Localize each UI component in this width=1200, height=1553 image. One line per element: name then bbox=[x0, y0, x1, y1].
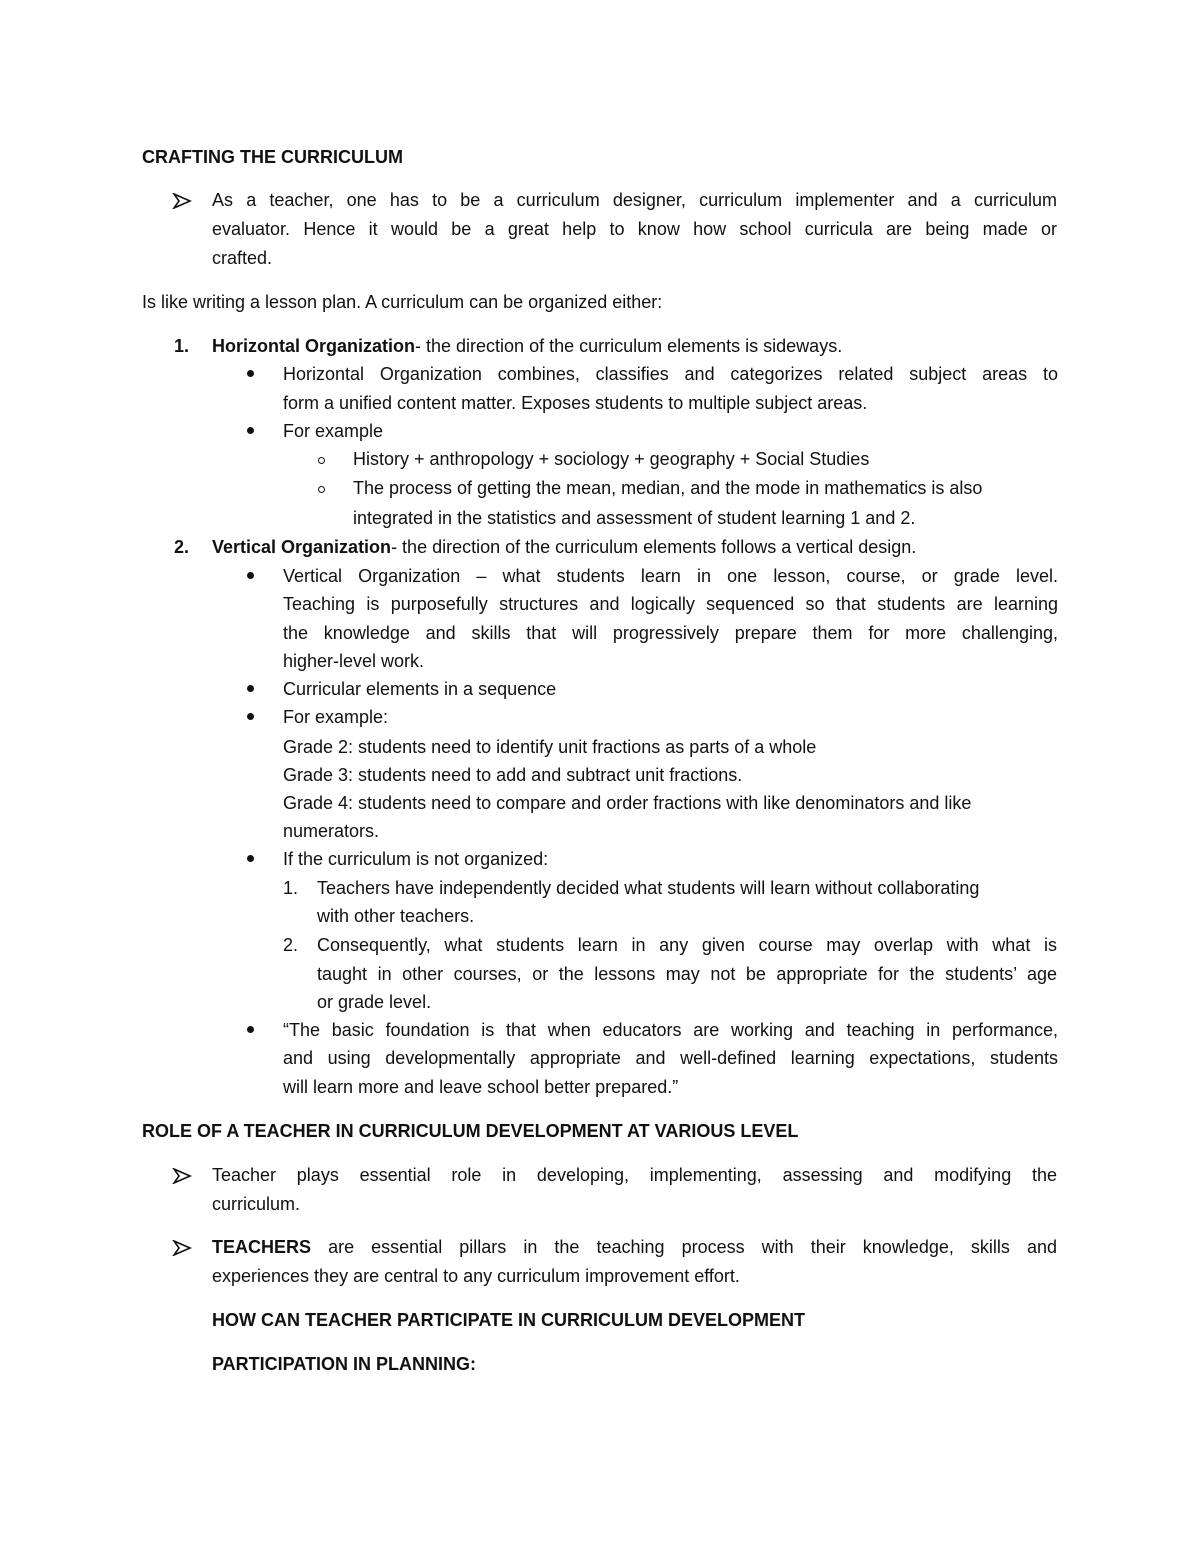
bullet-dot-icon bbox=[247, 427, 254, 434]
grade-3-line: Grade 3: students need to add and subtract unit fractions. bbox=[283, 765, 743, 785]
arrow-bullet-icon bbox=[172, 193, 192, 209]
nested-item2-line-3: or grade level. bbox=[317, 992, 432, 1012]
item2-heading bbox=[212, 538, 916, 556]
list-number-1: 1. bbox=[174, 336, 190, 356]
grade-2-line: Grade 2: students need to identify unit fractions as parts of a whole bbox=[283, 737, 817, 757]
role-bullet1-line-2: curriculum. bbox=[212, 1194, 301, 1214]
arrow-bullet-icon bbox=[172, 1168, 192, 1184]
item1-bullet2: For example bbox=[283, 421, 384, 441]
item1-sub1: History + anthropology + sociology + geography + Social Studies bbox=[353, 449, 870, 469]
intro-bullet-line-3: crafted. bbox=[212, 248, 273, 268]
intro-bullet-line-1: As a teacher, one has to be a curriculum designer, curriculum implementer and a curriculum bbox=[212, 190, 1057, 210]
quote-line-2: and using developmentally appropriate and well-defined learning expectations, students bbox=[283, 1048, 1058, 1068]
section-heading-role: ROLE OF A TEACHER IN CURRICULUM DEVELOPMENT AT VARIOUS LEVEL bbox=[142, 1121, 799, 1141]
grade-4-line-1: Grade 4: students need to compare and order fractions with like denominators and like bbox=[283, 793, 972, 813]
bullet-dot-icon bbox=[247, 685, 254, 692]
sub-bullet-circle-icon bbox=[318, 457, 325, 464]
bullet-dot-icon bbox=[247, 1026, 254, 1033]
role-bullet2-text: are essential pillars in the teaching process with their knowledge, skills and bbox=[311, 1237, 1057, 1257]
bullet-dot-icon bbox=[247, 572, 254, 579]
bullet-dot-icon bbox=[247, 855, 254, 862]
section-heading-crafting: CRAFTING THE CURRICULUM bbox=[142, 147, 403, 167]
subheading-planning: PARTICIPATION IN PLANNING: bbox=[212, 1354, 476, 1374]
quote-line-3: will learn more and leave school better prepared.” bbox=[283, 1077, 679, 1097]
item1-bullet1-line-1: Horizontal Organization combines, classifies and categorizes related subject areas to bbox=[283, 364, 1058, 384]
item2-bullet2: Curricular elements in a sequence bbox=[283, 679, 557, 699]
item2-title: Vertical Organization bbox=[212, 537, 392, 557]
item1-desc: - the direction of the curriculum elements is sideways. bbox=[415, 336, 843, 356]
bullet-dot-icon bbox=[247, 370, 254, 377]
bullet-dot-icon bbox=[247, 713, 254, 720]
teachers-bold: TEACHERS bbox=[212, 1237, 312, 1257]
role-bullet2-line-1 bbox=[212, 1238, 1057, 1256]
list-number-2: 2. bbox=[174, 537, 190, 557]
item2-desc: - the direction of the curriculum elements follows a vertical design. bbox=[391, 537, 917, 557]
nested-item2-line-2: taught in other courses, or the lessons may not be appropriate for the students’ age bbox=[317, 964, 1057, 984]
item1-title: Horizontal Organization bbox=[212, 336, 416, 356]
nested-item1-line-1: Teachers have independently decided what students will learn without collaborating bbox=[317, 878, 980, 898]
role-bullet1-line-1: Teacher plays essential role in developing, implementing, assessing and modifying the bbox=[212, 1165, 1057, 1185]
intro-bullet-line-2: evaluator. Hence it would be a great help to know how school curricula are being made or bbox=[212, 219, 1057, 239]
item1-heading bbox=[212, 337, 842, 355]
item2-bullet1-line-4: higher-level work. bbox=[283, 651, 425, 671]
item1-sub2-line-1: The process of getting the mean, median, and the mode in mathematics is also bbox=[353, 478, 983, 498]
nested-item2-line-1: Consequently, what students learn in any given course may overlap with what is bbox=[317, 935, 1057, 955]
grade-4-line-2: numerators. bbox=[283, 821, 380, 841]
arrow-bullet-icon bbox=[172, 1240, 192, 1256]
role-bullet2-line-2: experiences they are central to any curriculum improvement effort. bbox=[212, 1266, 740, 1286]
nested-item1-line-2: with other teachers. bbox=[317, 906, 475, 926]
item2-bullet3: For example: bbox=[283, 707, 389, 727]
item1-bullet1-line-2: form a unified content matter. Exposes students to multiple subject areas. bbox=[283, 393, 868, 413]
sub-bullet-circle-icon bbox=[318, 486, 325, 493]
item2-bullet1-line-1: Vertical Organization – what students learn in one lesson, course, or grade level. bbox=[283, 566, 1058, 586]
nested-number-1: 1. bbox=[283, 878, 299, 898]
item1-sub2-line-2: integrated in the statistics and assessment of student learning 1 and 2. bbox=[353, 508, 916, 528]
item2-bullet1-line-3: the knowledge and skills that will progressively prepare them for more challenging, bbox=[283, 623, 1058, 643]
item2-bullet4: If the curriculum is not organized: bbox=[283, 849, 549, 869]
subheading-participate: HOW CAN TEACHER PARTICIPATE IN CURRICULUM DEVELOPMENT bbox=[212, 1310, 805, 1330]
intro-text: Is like writing a lesson plan. A curriculum can be organized either: bbox=[142, 292, 663, 312]
item2-bullet1-line-2: Teaching is purposefully structures and logically sequenced so that students are learning bbox=[283, 594, 1058, 614]
nested-number-2: 2. bbox=[283, 935, 299, 955]
quote-line-1: “The basic foundation is that when educators are working and teaching in performance, bbox=[283, 1020, 1058, 1040]
